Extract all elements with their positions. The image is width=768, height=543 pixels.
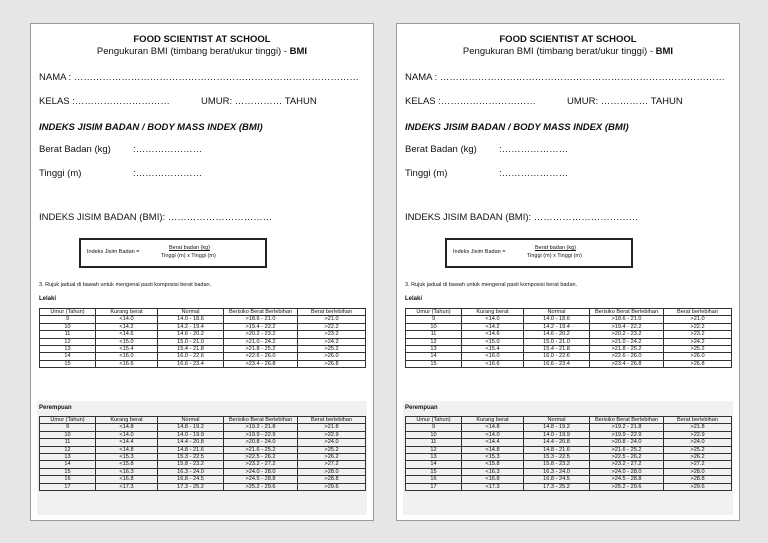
form-subtitle-text: Pengukuran BMI (timbang berat/ukur tinggi) - — [462, 46, 654, 57]
bmi-heading: INDEKS JISIM BADAN / BODY MASS INDEX (BMI) — [405, 122, 629, 133]
table-cell: >24.0 — [298, 439, 366, 446]
table-cell: 14.8 - 19.2 — [524, 424, 590, 431]
column-header: Berisiko Berat Berlebihan — [224, 417, 298, 424]
table-row — [40, 476, 366, 483]
table-cell: 15.0 - 21.0 — [158, 338, 224, 345]
table-cell: <15.8 — [96, 461, 158, 468]
table-row — [406, 424, 732, 431]
formula-label: Indeks Jisim Badan = — [453, 249, 506, 255]
form-subtitle — [397, 46, 739, 57]
lelaki-title: Lelaki — [39, 296, 57, 302]
bmi-heading: INDEKS JISIM BADAN / BODY MASS INDEX (BMI) — [39, 122, 263, 133]
table-cell: 16.6 - 23.4 — [524, 360, 590, 367]
table-cell: 14.0 - 19.9 — [524, 431, 590, 438]
ijb-field: INDEKS JISIM BADAN (BMI): …………………………… — [39, 212, 273, 223]
table-cell: >29.6 — [664, 483, 732, 490]
table-cell: >25.2 — [664, 446, 732, 453]
table-cell: >19.4 - 22.2 — [590, 323, 664, 330]
table-cell: >19.2 - 21.8 — [590, 424, 664, 431]
table-cell: >20.2 - 23.2 — [590, 331, 664, 338]
table-cell: >22.9 — [298, 431, 366, 438]
table-header-row — [406, 417, 732, 424]
table-cell: <16.0 — [462, 353, 524, 360]
table-row — [40, 431, 366, 438]
table-cell: <15.4 — [462, 346, 524, 353]
table-cell: >21.8 - 25.2 — [224, 346, 298, 353]
table-cell: >22.9 — [664, 431, 732, 438]
tinggi-field: :………………… — [499, 168, 569, 179]
table-cell: 10 — [406, 323, 462, 330]
table-cell: 17.3 - 25.2 — [524, 483, 590, 490]
table-row — [40, 454, 366, 461]
table-cell: 9 — [406, 316, 462, 323]
table-cell: >28.0 — [664, 468, 732, 475]
perempuan-title: Perempuan — [39, 405, 72, 411]
table-row — [406, 468, 732, 475]
table-cell: >29.6 — [298, 483, 366, 490]
table-cell: >24.0 — [664, 439, 732, 446]
table-cell: <16.8 — [462, 476, 524, 483]
table-cell: >21.8 - 25.2 — [590, 346, 664, 353]
table-cell: >24.0 - 28.0 — [590, 468, 664, 475]
table-row — [406, 323, 732, 330]
table-cell: >26.0 — [298, 353, 366, 360]
table-cell: >24.5 - 28.8 — [224, 476, 298, 483]
table-cell: 15.0 - 21.0 — [524, 338, 590, 345]
table-cell: 15 — [406, 468, 462, 475]
table-cell: <14.0 — [462, 316, 524, 323]
table-cell: <16.6 — [96, 360, 158, 367]
table-row — [406, 331, 732, 338]
table-cell: <15.3 — [462, 454, 524, 461]
table-cell: >21.8 — [298, 424, 366, 431]
nama-field: NAMA : ……………………………………………………………………………… — [39, 72, 359, 83]
formula-denominator: Tinggi (m) x Tinggi (m) — [527, 253, 582, 259]
table-cell: 14.8 - 21.6 — [524, 446, 590, 453]
column-header: Normal — [158, 309, 224, 316]
table-row — [406, 431, 732, 438]
table-cell: <15.4 — [96, 346, 158, 353]
table-cell: 14.2 - 19.4 — [158, 323, 224, 330]
table-cell: 11 — [40, 331, 96, 338]
column-header: Berat berlebihan — [664, 309, 732, 316]
table-row — [40, 483, 366, 490]
table-row — [40, 353, 366, 360]
column-header: Berisiko Berat Berlebihan — [224, 309, 298, 316]
table-cell: 15 — [40, 360, 96, 367]
table-cell: <14.4 — [96, 439, 158, 446]
column-header: Umur (Tahun) — [40, 417, 96, 424]
table-cell: <14.2 — [96, 323, 158, 330]
table-cell: 15.3 - 22.5 — [158, 454, 224, 461]
table-cell: >26.0 — [664, 353, 732, 360]
table-cell: >26.8 — [664, 360, 732, 367]
table-cell: <17.3 — [96, 483, 158, 490]
instruction-note: 3. Rujuk jadual di bawah untuk mengenal pasti komposisi berat badan. — [39, 282, 212, 288]
table-cell: >23.2 — [664, 331, 732, 338]
table-cell: 15.4 - 21.8 — [524, 346, 590, 353]
table-cell: 14.0 - 18.6 — [158, 316, 224, 323]
form-subtitle — [31, 46, 373, 57]
column-header: Berisiko Berat Berlebihan — [590, 309, 664, 316]
table-cell: >22.6 - 26.0 — [590, 353, 664, 360]
worksheet-page-left — [30, 23, 374, 521]
ijb-field: INDEKS JISIM BADAN (BMI): …………………………… — [405, 212, 639, 223]
table-cell: >19.2 - 21.8 — [224, 424, 298, 431]
table-cell: 9 — [40, 424, 96, 431]
table-cell: 12 — [40, 338, 96, 345]
table-row — [40, 446, 366, 453]
table-row — [40, 331, 366, 338]
table-cell: >25.2 - 29.6 — [590, 483, 664, 490]
table-row — [40, 468, 366, 475]
form-title: FOOD SCIENTIST AT SCHOOL — [133, 34, 271, 45]
column-header: Normal — [158, 417, 224, 424]
table-cell: 14.8 - 19.2 — [158, 424, 224, 431]
table-cell: >22.5 - 26.2 — [590, 454, 664, 461]
table-cell: >21.0 - 24.2 — [224, 338, 298, 345]
table-cell: <14.4 — [462, 439, 524, 446]
form-subtitle-text: Pengukuran BMI (timbang berat/ukur tinggi) - — [96, 46, 288, 57]
table-cell: >21.0 — [298, 316, 366, 323]
form-title: FOOD SCIENTIST AT SCHOOL — [499, 34, 637, 45]
table-cell: >22.5 - 26.2 — [224, 454, 298, 461]
bmi-formula-box — [445, 238, 633, 268]
table-cell: 10 — [406, 431, 462, 438]
table-cell: >23.4 - 26.8 — [590, 360, 664, 367]
table-cell: 11 — [406, 439, 462, 446]
table-cell: 14.0 - 19.9 — [158, 431, 224, 438]
formula-numerator: Berat badan (kg) — [169, 245, 210, 251]
column-header: Umur (Tahun) — [406, 309, 462, 316]
table-cell: <14.0 — [462, 431, 524, 438]
table-cell: >23.2 — [298, 331, 366, 338]
table-cell: 16 — [40, 476, 96, 483]
table-cell: 14 — [406, 461, 462, 468]
table-cell: 14.8 - 21.6 — [158, 446, 224, 453]
table-cell: >24.2 — [664, 338, 732, 345]
table-cell: <14.0 — [96, 431, 158, 438]
table-cell: >24.0 - 28.0 — [224, 468, 298, 475]
table-row — [406, 338, 732, 345]
column-header: Berat berlebihan — [664, 417, 732, 424]
table-cell: >27.2 — [664, 461, 732, 468]
form-subtitle-bmi: BMI — [289, 46, 308, 57]
table-cell: <14.8 — [96, 424, 158, 431]
table-cell: >24.5 - 28.8 — [590, 476, 664, 483]
table-cell: 13 — [406, 346, 462, 353]
table-row — [40, 346, 366, 353]
table-row — [406, 346, 732, 353]
table-cell: >25.2 — [298, 346, 366, 353]
column-header: Kurang berat — [96, 309, 158, 316]
table-cell: >26.2 — [298, 454, 366, 461]
table-cell: 15.8 - 23.2 — [158, 461, 224, 468]
table-cell: 14.4 - 20.8 — [158, 439, 224, 446]
table-row — [406, 454, 732, 461]
table-cell: 14.0 - 18.6 — [524, 316, 590, 323]
table-cell: 10 — [40, 431, 96, 438]
table-cell: 14 — [40, 461, 96, 468]
table-cell: >25.2 — [664, 346, 732, 353]
lelaki-title: Lelaki — [405, 296, 423, 302]
berat-label: Berat Badan (kg) — [39, 144, 111, 155]
table-cell: <15.3 — [96, 454, 158, 461]
table-header-row — [40, 309, 366, 316]
table-cell: >20.2 - 23.2 — [224, 331, 298, 338]
table-row — [40, 461, 366, 468]
table-row — [40, 323, 366, 330]
table-cell: 16.0 - 22.6 — [524, 353, 590, 360]
table-cell: >18.6 - 21.0 — [224, 316, 298, 323]
table-header-row — [40, 417, 366, 424]
umur-field: UMUR: …………… TAHUN — [201, 96, 317, 107]
formula-denominator: Tinggi (m) x Tinggi (m) — [161, 253, 216, 259]
table-cell: <15.0 — [96, 338, 158, 345]
table-row — [40, 360, 366, 367]
table-cell: >26.2 — [664, 454, 732, 461]
table-cell: >19.9 - 22.9 — [224, 431, 298, 438]
kelas-field: KELAS :………………………… — [405, 96, 536, 107]
table-cell: 9 — [40, 316, 96, 323]
table-cell: <14.0 — [96, 316, 158, 323]
table-cell: >23.2 - 27.2 — [224, 461, 298, 468]
table-row — [40, 316, 366, 323]
table-cell: <16.8 — [96, 476, 158, 483]
table-cell: >28.8 — [298, 476, 366, 483]
table-cell: <14.8 — [96, 446, 158, 453]
column-header: Berat berlebihan — [298, 309, 366, 316]
table-cell: >20.8 - 24.0 — [224, 439, 298, 446]
table-header-row — [406, 309, 732, 316]
tinggi-label: Tinggi (m) — [39, 168, 82, 179]
table-cell: 12 — [406, 338, 462, 345]
table-cell: >21.6 - 25.2 — [590, 446, 664, 453]
perempuan-bmi-table — [39, 416, 366, 491]
table-cell: <14.2 — [462, 323, 524, 330]
column-header: Umur (Tahun) — [40, 309, 96, 316]
table-cell: >20.8 - 24.0 — [590, 439, 664, 446]
table-cell: 15.8 - 23.2 — [524, 461, 590, 468]
table-cell: <16.6 — [462, 360, 524, 367]
table-cell: 14.2 - 19.4 — [524, 323, 590, 330]
table-cell: 14.4 - 20.8 — [524, 439, 590, 446]
table-cell: 15.4 - 21.8 — [158, 346, 224, 353]
table-row — [406, 446, 732, 453]
table-row — [40, 439, 366, 446]
worksheet-page-right — [396, 23, 740, 521]
table-cell: 11 — [40, 439, 96, 446]
table-cell: >21.0 — [664, 316, 732, 323]
formula-numerator: Berat badan (kg) — [535, 245, 576, 251]
kelas-field: KELAS :………………………… — [39, 96, 170, 107]
table-cell: >28.0 — [298, 468, 366, 475]
table-cell: <16.3 — [96, 468, 158, 475]
table-cell: 16.0 - 22.6 — [158, 353, 224, 360]
table-cell: 10 — [40, 323, 96, 330]
column-header: Kurang berat — [96, 417, 158, 424]
column-header: Kurang berat — [462, 417, 524, 424]
formula-label: Indeks Jisim Badan = — [87, 249, 140, 255]
table-cell: 14 — [406, 353, 462, 360]
table-cell: 11 — [406, 331, 462, 338]
tinggi-label: Tinggi (m) — [405, 168, 448, 179]
table-cell: >19.4 - 22.2 — [224, 323, 298, 330]
table-cell: <15.0 — [462, 338, 524, 345]
table-cell: >18.6 - 21.0 — [590, 316, 664, 323]
table-cell: 16.6 - 23.4 — [158, 360, 224, 367]
tinggi-field: :………………… — [133, 168, 203, 179]
table-cell: >22.2 — [298, 323, 366, 330]
table-cell: 14.6 - 20.2 — [524, 331, 590, 338]
table-cell: <16.0 — [96, 353, 158, 360]
table-cell: 14 — [40, 353, 96, 360]
table-cell: >23.4 - 26.8 — [224, 360, 298, 367]
column-header: Berisiko Berat Berlebihan — [590, 417, 664, 424]
table-cell: >24.2 — [298, 338, 366, 345]
table-cell: >23.2 - 27.2 — [590, 461, 664, 468]
table-row — [406, 483, 732, 490]
perempuan-bmi-table — [405, 416, 732, 491]
column-header: Berat berlebihan — [298, 417, 366, 424]
lelaki-bmi-table — [39, 308, 366, 368]
table-row — [406, 353, 732, 360]
table-cell: 15 — [406, 360, 462, 367]
table-cell: <14.8 — [462, 446, 524, 453]
table-cell: >21.6 - 25.2 — [224, 446, 298, 453]
table-cell: >25.2 — [298, 446, 366, 453]
table-cell: <17.3 — [462, 483, 524, 490]
table-row — [40, 338, 366, 345]
table-cell: 16 — [406, 476, 462, 483]
table-row — [406, 439, 732, 446]
berat-field: :………………… — [499, 144, 569, 155]
column-header: Normal — [524, 309, 590, 316]
table-cell: 12 — [40, 446, 96, 453]
table-cell: 13 — [40, 454, 96, 461]
table-cell: 13 — [40, 346, 96, 353]
table-row — [406, 360, 732, 367]
table-cell: >21.0 - 24.2 — [590, 338, 664, 345]
column-header: Kurang berat — [462, 309, 524, 316]
table-cell: >22.6 - 26.0 — [224, 353, 298, 360]
table-cell: >27.2 — [298, 461, 366, 468]
berat-label: Berat Badan (kg) — [405, 144, 477, 155]
table-cell: >22.2 — [664, 323, 732, 330]
table-cell: 13 — [406, 454, 462, 461]
table-cell: <14.6 — [462, 331, 524, 338]
table-cell: <15.8 — [462, 461, 524, 468]
table-cell: 16.8 - 24.5 — [158, 476, 224, 483]
table-cell: 17 — [40, 483, 96, 490]
table-cell: 17.3 - 25.2 — [158, 483, 224, 490]
table-cell: >19.9 - 22.9 — [590, 431, 664, 438]
column-header: Normal — [524, 417, 590, 424]
table-cell: >21.8 — [664, 424, 732, 431]
table-cell: >26.8 — [298, 360, 366, 367]
form-subtitle-bmi: BMI — [655, 46, 674, 57]
lelaki-bmi-table — [405, 308, 732, 368]
bmi-formula-box — [79, 238, 267, 268]
table-cell: 15 — [40, 468, 96, 475]
table-cell: 12 — [406, 446, 462, 453]
table-row — [406, 316, 732, 323]
table-cell: 16.3 - 24.0 — [158, 468, 224, 475]
table-row — [406, 461, 732, 468]
berat-field: :………………… — [133, 144, 203, 155]
instruction-note: 3. Rujuk jadual di bawah untuk mengenal pasti komposisi berat badan. — [405, 282, 578, 288]
table-cell: 16.3 - 24.0 — [524, 468, 590, 475]
table-cell: 17 — [406, 483, 462, 490]
nama-field: NAMA : ……………………………………………………………………………… — [405, 72, 725, 83]
table-cell: >28.8 — [664, 476, 732, 483]
table-cell: 14.6 - 20.2 — [158, 331, 224, 338]
table-cell: 15.3 - 22.5 — [524, 454, 590, 461]
perempuan-title: Perempuan — [405, 405, 438, 411]
table-cell: 16.8 - 24.5 — [524, 476, 590, 483]
column-header: Umur (Tahun) — [406, 417, 462, 424]
table-cell: <14.8 — [462, 424, 524, 431]
table-cell: >25.2 - 29.6 — [224, 483, 298, 490]
table-cell: <16.3 — [462, 468, 524, 475]
table-row — [406, 476, 732, 483]
umur-field: UMUR: …………… TAHUN — [567, 96, 683, 107]
table-cell: <14.6 — [96, 331, 158, 338]
table-row — [40, 424, 366, 431]
table-cell: 9 — [406, 424, 462, 431]
